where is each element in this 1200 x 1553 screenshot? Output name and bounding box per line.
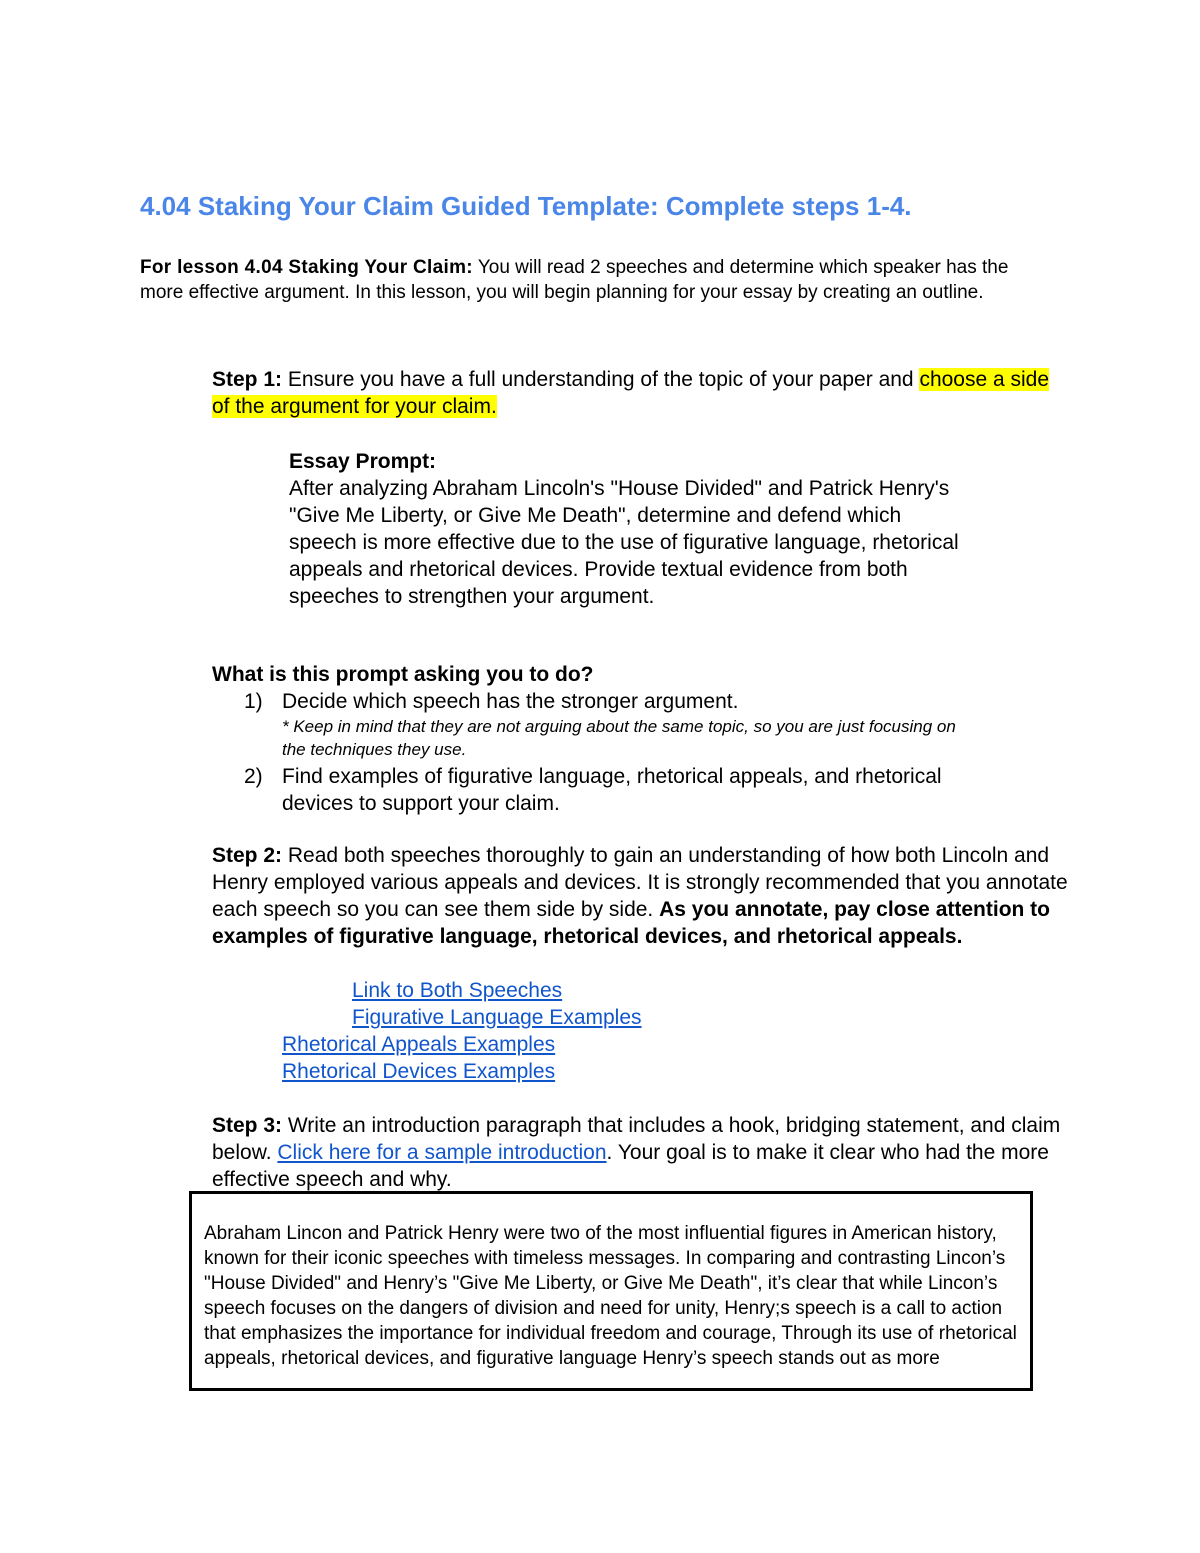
step-1-highlight: choose a side of the argument for your claim. [212, 368, 1050, 418]
essay-prompt-text: After analyzing Abraham Lincoln's "House Divided" and Patrick Henry's "Give Me Liberty, or Give Me Death", determine and defend which speech is more effective due to the use of figurative language, rhetorical appeals and rhetorical devices. Provide textual evidence from both speeches to strengthen your argument. [289, 477, 959, 608]
step-2-bold-text: As you annotate, pay close attention to examples of figurative language, rhetorical devices, and rhetorical appeals. [212, 898, 1050, 948]
step-2 [212, 842, 1072, 950]
list-item [244, 763, 964, 817]
list-item-text: Decide which speech has the stronger argument. [282, 690, 739, 713]
lesson-intro [140, 255, 1055, 305]
step-3 [212, 1112, 1062, 1193]
link-both-speeches[interactable]: Link to Both Speeches [352, 979, 563, 1002]
list-item [244, 688, 964, 761]
introduction-answer-box[interactable] [189, 1191, 1033, 1391]
list-item-text: Find examples of figurative language, rhetorical appeals, and rhetorical devices to support your claim. [282, 765, 942, 815]
list-number: 1) [244, 690, 263, 713]
essay-prompt-heading: Essay Prompt: [289, 450, 437, 473]
step-1 [212, 366, 1072, 420]
link-rhetorical-devices-examples[interactable]: Rhetorical Devices Examples [282, 1060, 556, 1083]
list-item-note: * Keep in mind that they are not arguing about the same topic, so you are just focusing on the techniques they use. [282, 717, 956, 759]
introduction-answer-text: Abraham Lincon and Patrick Henry were two of the most influential figures in American history, known for their iconic speeches with timeless messages. In comparing and contrasting Lincon’s "House Divided" and Henry’s "Give Me Liberty, or Give Me Death", it’s clear that while Lincon’s speech focuses on the dangers of division and need for unity, Henry;s speech is a call to action that emphasizes the importance for individual freedom and courage, Through its use of rhetorical appeals, rhetorical devices, and figurative language Henry’s speech stands out as more [204, 1223, 1017, 1369]
step-2-label: Step 2: [212, 844, 283, 867]
page-title: 4.04 Staking Your Claim Guided Template: Complete steps 1-4. [140, 191, 912, 221]
list-number: 2) [244, 765, 263, 788]
link-rhetorical-appeals-examples[interactable]: Rhetorical Appeals Examples [282, 1033, 556, 1056]
sample-introduction-link[interactable]: Click here for a sample introduction [277, 1141, 607, 1164]
lesson-intro-text: You will read 2 speeches and determine which speaker has the more effective argument. In this lesson, you will begin planning for your essay by creating an outline. [140, 257, 1009, 303]
step-3-text-end: . Your goal is to make it clear who had the more effective speech and why. [212, 1141, 1049, 1191]
essay-prompt [289, 448, 969, 610]
step-2-text: Read both speeches thoroughly to gain an understanding of how both Lincoln and Henry employed various appeals and devices. It is strongly recommended that you annotate each speech so you can see them side by side. [212, 844, 1068, 921]
step-3-label: Step 3: [212, 1114, 283, 1137]
step-1-text: Ensure you have a full understanding of the topic of your paper and [282, 368, 920, 391]
prompt-task-list [244, 688, 964, 817]
lesson-intro-label: For lesson 4.04 Staking Your Claim: [140, 257, 473, 278]
link-figurative-language-examples[interactable]: Figurative Language Examples [352, 1006, 642, 1029]
step-3-text: Write an introduction paragraph that includes a hook, bridging statement, and claim below. [212, 1114, 1061, 1164]
step-1-label: Step 1: [212, 368, 283, 391]
prompt-question: What is this prompt asking you to do? [212, 663, 594, 686]
